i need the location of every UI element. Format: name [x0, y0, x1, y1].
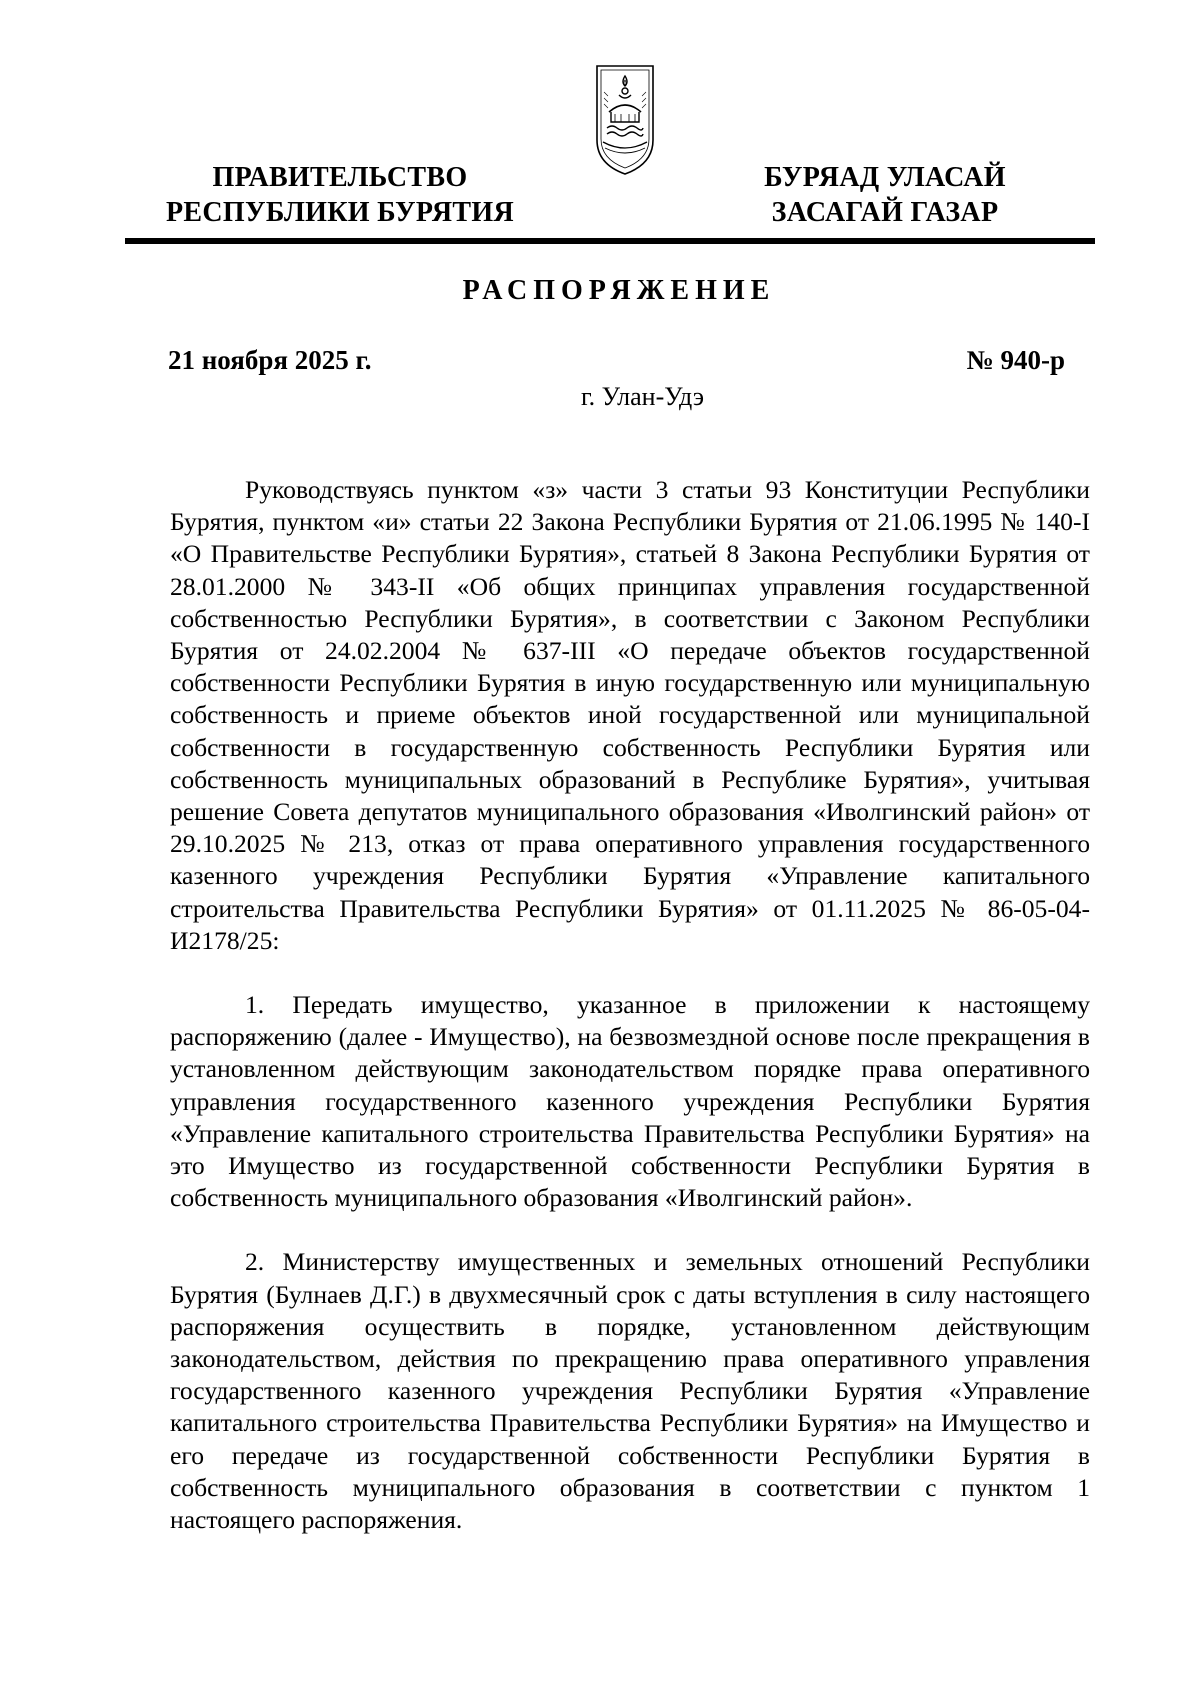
issuer-buryat-line-2: ЗАСАГАЙ ГАЗАР — [771, 197, 999, 228]
clause-2-paragraph: 2. Министерству имущественных и земельных отношений Республики Бурятия (Булнаев Д.Г.) в двухмесячный срок с даты вступления в силу настоящего распоряжения осуществить в порядке, установленном действующим законодательством, действия по прекращению права оперативного управления государственного казенного учреждения Республики Бурятия «Управление капитального строительства Правительства Республики Бурятия» на Имущество и его передаче из государственной собственности Республики Бурятия в собственность муниципального образования в соответствии с пунктом 1 настоящего распоряжения. — [170, 1247, 1090, 1535]
document-body — [170, 474, 1090, 1568]
issuer-buryat-line-1: БУРЯАД УЛАСАЙ — [764, 162, 1006, 193]
document-type-title: РАСПОРЯЖЕНИЕ — [462, 275, 776, 306]
issuer-name-buryat — [720, 160, 1050, 230]
header-divider — [125, 238, 1095, 244]
preamble-paragraph: Руководствуясь пунктом «з» части 3 статьи 93 Конституции Республики Бурятия, пунктом «и» статьи 22 Закона Республики Бурятия от 21.06.1995 № 140-I «О Правительстве Республики Бурятия», статьей 8 Закона Республики Бурятия от 28.01.2000 № 343-II «Об общих принципах управления государственной собственностью Республики Бурятия», в соответствии с Законом Республики Бурятия от 24.02.2004 № 637-III «О передаче объектов государственной собственности Республики Бурятия в иную государственную или муниципальную собственность и приеме объектов иной государственной или муниципальной собственности в государственную собственность Республики Бурятия или собственность муниципальных образований в Республике Бурятия», учитывая решение Совета депутатов муниципального образования «Иволгинский район» от 29.10.2025 № 213, отказ от права оперативного управления государственного казенного учреждения Республики Бурятия «Управление капитального строительства Правительства Республики Бурятия» от 01.11.2025 № 86-05-04-И2178/25: — [170, 475, 1090, 955]
document-city: г. Улан-Удэ — [580, 382, 705, 411]
issuer-line-1: ПРАВИТЕЛЬСТВО — [212, 162, 468, 193]
issuer-name-russian — [150, 160, 530, 230]
clause-1-paragraph: 1. Передать имущество, указанное в приложении к настоящему распоряжению (далее - Имущество), на безвозмездной основе после прекращения в установленном действующим законодательством порядке права оперативного управления государственного казенного учреждения Республики Бурятия «Управление капитального строительства Правительства Республики Бурятия» на это Имущество из государственной собственности Республики Бурятия в собственность муниципального образования «Иволгинский район». — [170, 990, 1090, 1213]
issuer-line-2: РЕСПУБЛИКИ БУРЯТИЯ — [166, 197, 514, 228]
coat-of-arms-icon — [585, 58, 665, 180]
document-number: № 940-р — [966, 345, 1065, 375]
document-date: 21 ноября 2025 г. — [168, 345, 372, 375]
